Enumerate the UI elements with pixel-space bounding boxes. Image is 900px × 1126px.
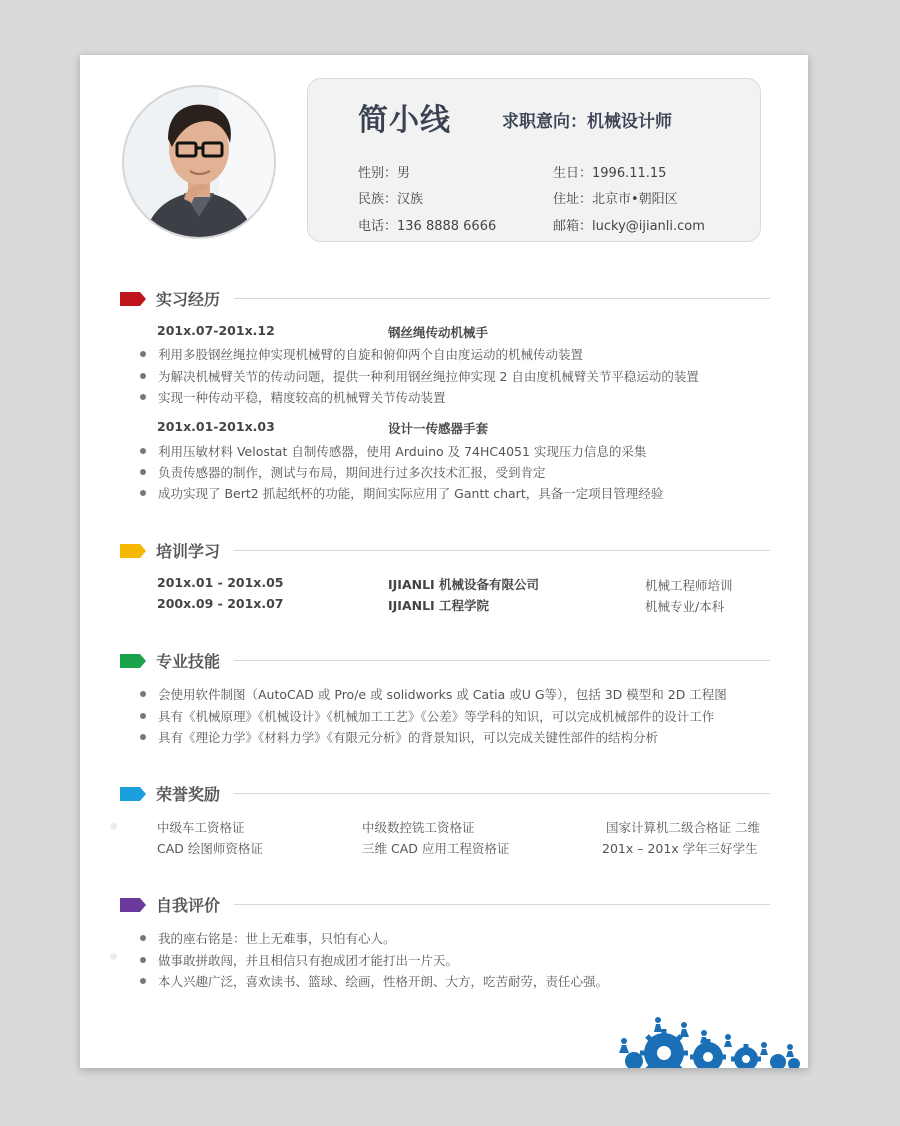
section-divider xyxy=(234,793,770,794)
section-divider xyxy=(234,298,770,299)
phone-field: 电话：136 8888 6666 xyxy=(358,219,497,234)
section-title: 荣誉奖励 xyxy=(156,785,221,804)
gender-field: 性别：男 xyxy=(358,166,411,181)
training-desc: 机械工程师培训 xyxy=(645,578,733,593)
list-item: 负责传感器的制作，测试与布局，期间进行过多次技术汇报，受到肯定 xyxy=(158,465,546,480)
section-divider xyxy=(234,660,770,661)
list-item: 利用压敏材料 Velostat 自制传感器，使用 Arduino 及 74HC4051 实现压力信息的采集 xyxy=(158,444,647,459)
personal-info-card xyxy=(307,78,761,242)
honor-item: 国家计算机二级合格证 二维 xyxy=(606,820,760,835)
training-date: 200x.09 - 201x.07 xyxy=(157,596,284,611)
section-internship-heading xyxy=(120,287,770,310)
list-item: 实现一种传动平稳，精度较高的机械臂关节传动装置 xyxy=(158,390,446,405)
section-skills-heading xyxy=(120,649,770,672)
job-role: 设计一传感器手套 xyxy=(388,421,489,436)
email-field: 邮箱：lucky@ijianli.com xyxy=(553,219,705,234)
section-title: 实习经历 xyxy=(156,290,221,309)
honor-item: 201x – 201x 学年三好学生 xyxy=(602,841,758,856)
list-item: 利用多股钢丝绳拉伸实现机械臂的自旋和俯仰两个自由度运动的机械传动装置 xyxy=(158,347,584,362)
yellow-tag-icon xyxy=(120,544,146,558)
list-item: 做事敢拼敢闯，并且相信只有抱成团才能打出一片天。 xyxy=(158,953,459,968)
section-title: 培训学习 xyxy=(156,542,221,561)
gear-people-decoration xyxy=(604,1015,808,1068)
list-item: 会使用软件制图（AutoCAD 或 Pro/e 或 solidworks 或 Catia 或U G等），包括 3D 模型和 2D 工程图 xyxy=(158,687,727,702)
training-org: IJIANLI 机械设备有限公司 xyxy=(388,577,540,592)
list-item: 本人兴趣广泛，喜欢读书、篮球、绘画，性格开朗、大方，吃苦耐劳，责任心强。 xyxy=(158,974,609,989)
list-item: 为解决机械臂关节的传动问题，提供一种利用钢丝绳拉伸实现 2 自由度机械臂关节平稳运动的装置 xyxy=(158,369,699,384)
portrait-illustration xyxy=(124,87,274,237)
section-title: 专业技能 xyxy=(156,652,221,671)
section-self-heading xyxy=(120,893,770,916)
section-divider xyxy=(234,550,770,551)
job-role: 钢丝绳传动机械手 xyxy=(388,325,489,340)
training-desc: 机械专业/本科 xyxy=(645,599,725,614)
blue-tag-icon xyxy=(120,787,146,801)
purple-tag-icon xyxy=(120,898,146,912)
training-org: IJIANLI 工程学院 xyxy=(388,598,490,613)
decorative-dot xyxy=(110,953,117,960)
list-item: 具有《理论力学》《材料力学》《有限元分析》的背景知识，可以完成关键性部件的结构分析 xyxy=(158,730,659,745)
decorative-dot xyxy=(110,823,117,830)
section-title: 自我评价 xyxy=(156,896,221,915)
job-date: 201x.01-201x.03 xyxy=(157,419,275,434)
list-item: 具有《机械原理》《机械设计》《机械加工工艺》《公差》等学科的知识，可以完成机械部件的设计工作 xyxy=(158,709,715,724)
section-honors-heading xyxy=(120,782,770,805)
address-field: 住址：北京市•朝阳区 xyxy=(553,192,678,207)
ethnicity-field: 民族：汉族 xyxy=(358,192,424,207)
candidate-name: 简小线 xyxy=(358,103,451,138)
resume-page xyxy=(80,55,808,1068)
red-tag-icon xyxy=(120,292,146,306)
honor-item: 中级车工资格证 xyxy=(157,820,245,835)
list-item: 我的座右铭是：世上无难事，只怕有心人。 xyxy=(158,931,396,946)
birthday-field: 生日：1996.11.15 xyxy=(553,166,667,181)
job-date: 201x.07-201x.12 xyxy=(157,323,275,338)
section-divider xyxy=(234,904,770,905)
honor-item: 三维 CAD 应用工程资格证 xyxy=(362,841,510,856)
list-item: 成功实现了 Bert2 抓起纸杯的功能，期间实际应用了 Gantt chart，具备一定项目管理经验 xyxy=(158,486,664,501)
section-training-heading xyxy=(120,539,770,562)
green-tag-icon xyxy=(120,654,146,668)
honor-item: 中级数控铣工资格证 xyxy=(362,820,475,835)
profile-photo xyxy=(122,85,276,239)
training-date: 201x.01 - 201x.05 xyxy=(157,575,284,590)
honor-item: CAD 绘图师资格证 xyxy=(157,841,263,856)
job-objective: 求职意向：机械设计师 xyxy=(502,112,672,132)
